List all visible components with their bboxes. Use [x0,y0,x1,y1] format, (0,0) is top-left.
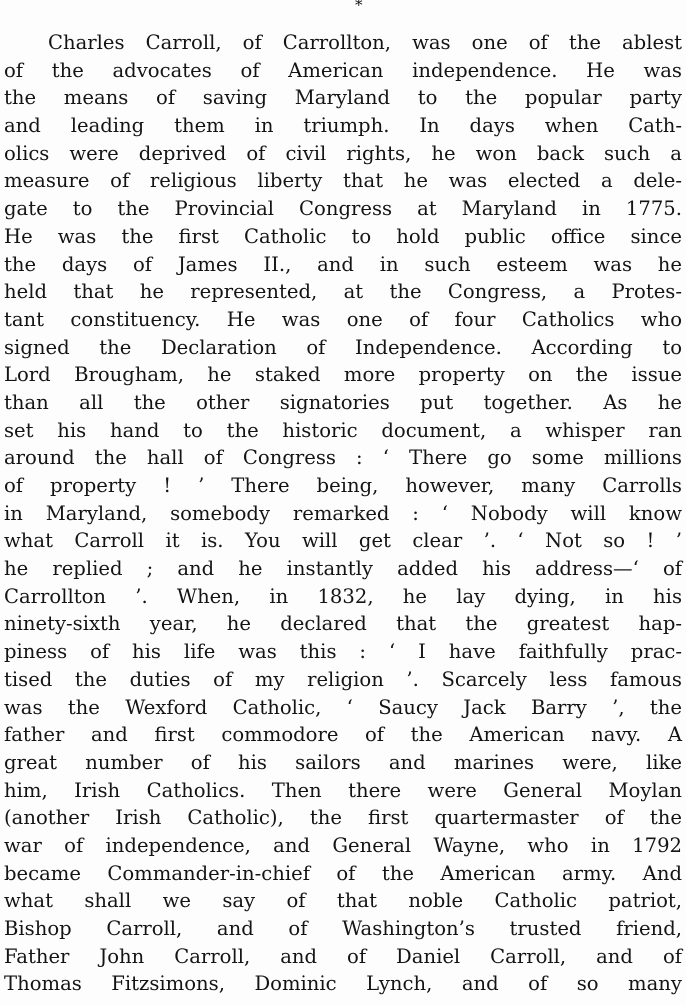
text-line: Thomas Fitzsimons, Dominic Lynch, and of so many [4,972,682,996]
text-line: what shall we say of that noble Catholic patriot, [4,889,682,913]
text-line: Lord Brougham, he staked more property on the issue [4,363,682,387]
text-line: tised the duties of my religion ’. Scarcely less famous [4,667,682,691]
text-line: He was the first Catholic to hold public office since [4,224,682,248]
text-line: Bishop Carroll, and of Washington’s trusted friend, [4,917,682,940]
text-line: war of independence, and General Wayne, who in 1792 [4,833,682,857]
text-line: than all the other signatories put together. As he [4,390,682,414]
body-paragraph [4,29,682,998]
text-line: measure of religious liberty that he was elected a dele- [4,169,682,193]
ornament-mark: * [355,0,363,14]
text-line: what Carroll it is. You will get clear ’. ‘ Not so ! ’ [4,529,682,553]
text-line: around the hall of Congress : ‘ There go some millions [4,446,682,470]
text-line: tant constituency. He was one of four Catholics who [4,307,682,331]
text-line: Charles Carroll, of Carrollton, was one of the ablest [48,31,682,54]
text-line: father and first commodore of the American navy. A [4,723,682,747]
text-line: Father John Carroll, and of Daniel Carroll, and of [4,944,682,968]
text-line: olics were deprived of civil rights, he won back such a [4,141,682,165]
text-line: (another Irish Catholic), the first quartermaster of the [4,806,682,830]
text-line: him, Irish Catholics. Then there were General Moylan [4,778,682,802]
text-line: in Maryland, somebody remarked : ‘ Nobody will know [4,501,682,525]
text-line: gate to the Provincial Congress at Maryland in 1775. [4,197,682,221]
text-line: became Commander-in-chief of the American army. And [4,861,682,885]
text-line: ninety-sixth year, he declared that the greatest hap- [4,612,682,636]
text-line: and leading them in triumph. In days when Cath- [4,114,682,138]
text-line: held that he represented, at the Congress, a Protes- [4,280,682,304]
text-line: of the advocates of American independence. He was [4,58,682,82]
text-line: Carrollton ’. When, in 1832, he lay dying, in his [4,584,682,608]
text-line: set his hand to the historic document, a whisper ran [4,418,682,442]
text-line: signed the Declaration of Independence. According to [4,335,682,359]
text-line: great number of his sailors and marines were, like [4,750,682,774]
text-line: the means of saving Maryland to the popular party [4,86,682,110]
text-line: he replied ; and he instantly added his address—‘ of [4,557,682,581]
text-line: the days of James II., and in such esteem was he [4,252,682,276]
text-line: piness of his life was this : ‘ I have faithfully prac- [4,640,682,664]
text-line: was the Wexford Catholic, ‘ Saucy Jack Barry ’, the [4,695,682,719]
text-line: of property ! ’ There being, however, many Carrolls [4,474,682,497]
